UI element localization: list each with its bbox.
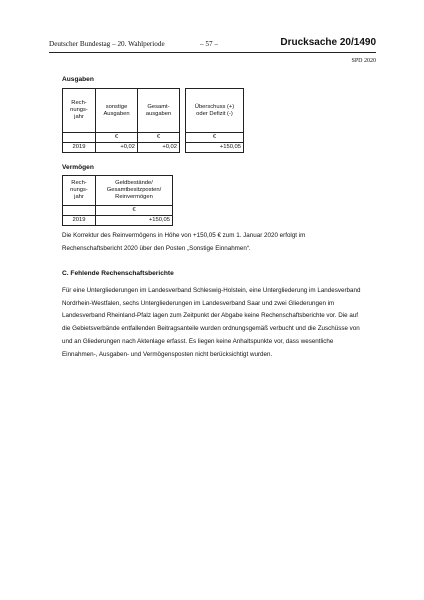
vermoegen-heading: Vermögen (62, 164, 94, 171)
year-cell: 2019 (63, 143, 96, 153)
header-rule (49, 52, 376, 53)
unit-cell-empty (63, 133, 96, 143)
result-cell: +150,05 (186, 143, 244, 153)
correction-paragraph: Die Korrektur des Reinvermögens in Höhe von +150,05 € zum 1. Januar 2020 erfolgt im Rechenschaftsbericht 2020 über den Posten „Sonstige Einnahmen“. (62, 232, 306, 252)
unit-cell: € (96, 133, 138, 143)
unit-cell: € (138, 133, 180, 143)
header-cell-total-expenses: Gesamt- ausgaben (138, 89, 180, 133)
document-number: Drucksache 20/1490 (280, 37, 376, 48)
assets-value-cell: +150,05 (96, 216, 173, 226)
party-label: SPD 2020 (351, 58, 376, 64)
unit-cell: € (186, 133, 244, 143)
total-expenses-cell: +0,02 (138, 143, 180, 153)
unit-cell: € (96, 206, 173, 216)
header-cell-year: Rech- nungs- jahr (63, 176, 96, 206)
header-cell-assets: Geldbestände/ Gesamtbesitzposten/ Reinvermögen (96, 176, 173, 206)
header-left: Deutscher Bundestag – 20. Wahlperiode (49, 40, 165, 48)
section-c-paragraph: Für eine Untergliederungen im Landesverband Schleswig-Holstein, eine Untergliederung im Landesverband Nordrhein-Westfalen, sechs Untergliederungen im Landesverband Saar und zwei Gliederungen im Landesverband Rheinland-Pfalz lagen zum Zeitpunkt der Abgabe keine Rechenschaftsberichte vor. Die auf die Gebietsverbände entfallenden Beitragsanteile wurden ordnungsgemäß verbucht und die Zuschüsse von und an Gliederungen nach Aktenlage erfasst. Es liegen keine Anhaltspunkte vor, dass wesentliche Einnahmen-, Ausgaben- und Vermögensposten nicht berücksichtigt wurden. (62, 287, 361, 358)
vermoegen-table (62, 175, 173, 226)
year-cell: 2019 (63, 216, 96, 226)
page-number: – 57 – (200, 40, 218, 48)
section-c-heading: C. Fehlende Rechenschaftsberichte (62, 270, 174, 277)
ausgaben-table (62, 88, 244, 153)
header-cell-result: Überschuss (+) oder Defizit (-) (186, 89, 244, 133)
unit-cell-empty (63, 206, 96, 216)
header-cell-year: Rech- nungs- jahr (63, 89, 96, 133)
other-expenses-cell: +0,02 (96, 143, 138, 153)
ausgaben-heading: Ausgaben (62, 76, 94, 83)
header-cell-other-expenses: sonstige Ausgaben (96, 89, 138, 133)
